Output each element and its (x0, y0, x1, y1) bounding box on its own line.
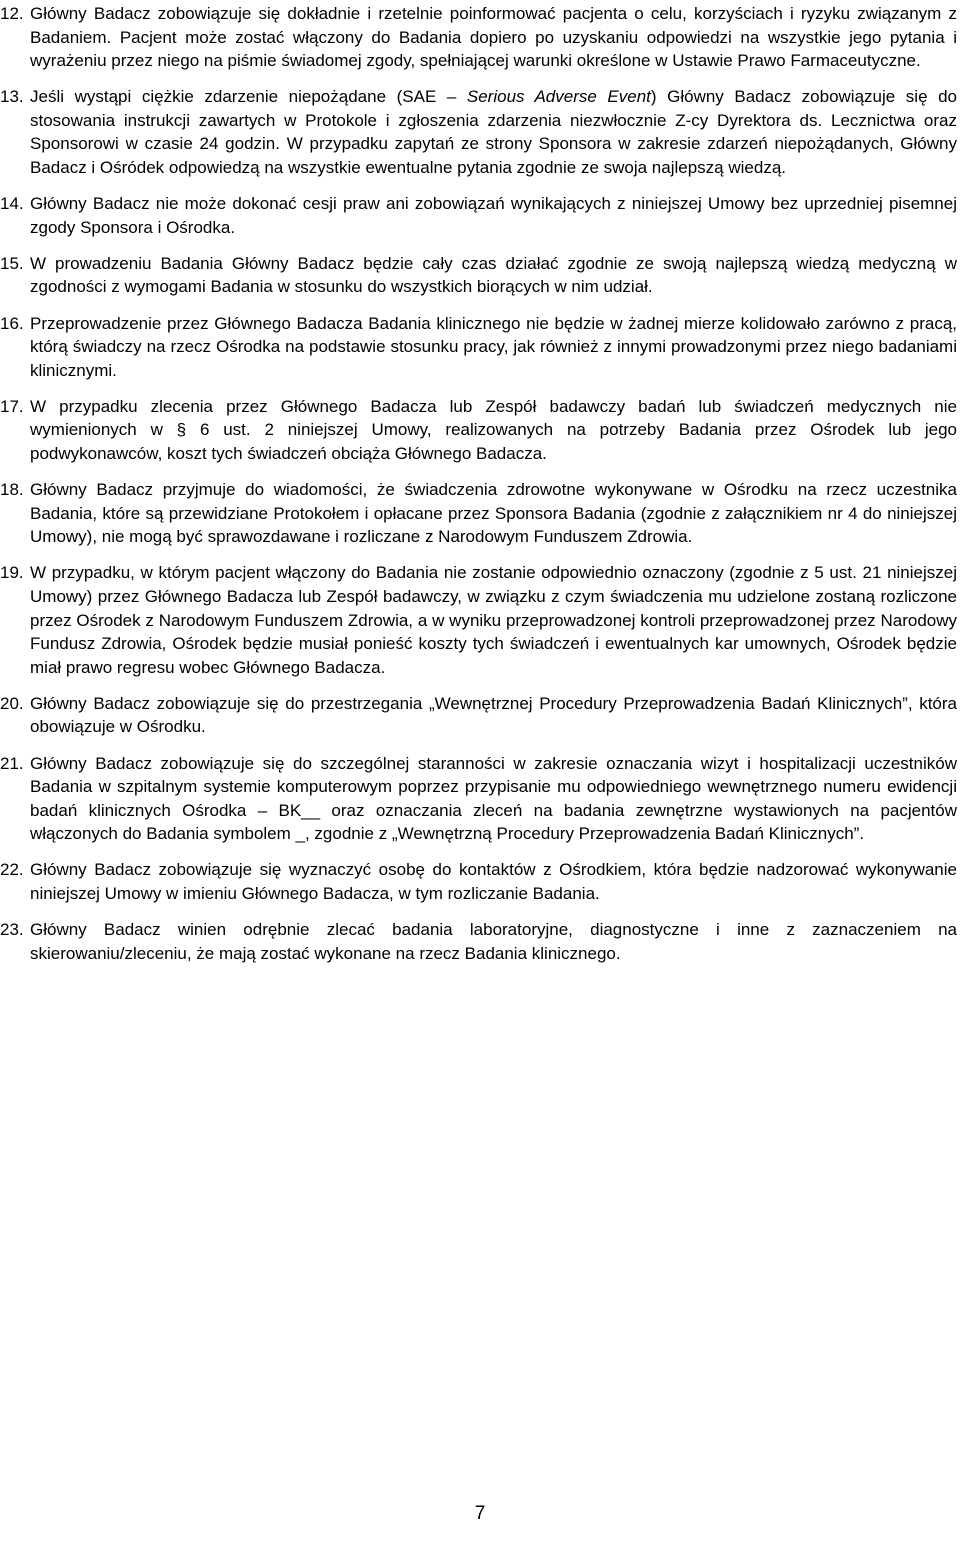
clause-text: Główny Badacz zobowiązuje się dokładnie i rzetelnie poinformować pacjenta o celu, korzyściach i ryzyku związanym z Badaniem. Pacjent może zostać włączony do Badania dopiero po uzyskaniu odpowiedzi na wszystkie jego pytania i wyrażeniu przez niego na piśmie świadomej zgody, spełniającej warunki określone w Ustawie Prawo Farmaceutyczne. (30, 4, 957, 71)
clause-text: W przypadku zlecenia przez Głównego Badacza lub Zespół badawczy badań lub świadczeń medycznych nie wymienionych w § 6 ust. 2 niniejszej Umowy, realizowanych na potrzeby Badania przez Ośrodek lub jego podwykonawców, koszt tych świadczeń obciąża Głównego Badacza. (30, 396, 957, 463)
clause-text: Przeprowadzenie przez Głównego Badacza Badania klinicznego nie będzie w żadnej mierze kolidowało zarówno z pracą, którą świadczy na rzecz Ośrodka na podstawie stosunku pracy, jak również z innymi prowadzonymi przez niego badaniami klinicznymi. (30, 313, 957, 380)
clause-number: 15. (0, 253, 24, 273)
clause-list (0, 2, 957, 978)
clause-17 (0, 395, 957, 466)
clause-number: 16. (0, 313, 24, 333)
clause-23 (0, 918, 957, 965)
clause-number: 20. (0, 693, 24, 713)
clause-text (30, 85, 957, 179)
clause-text-before: Jeśli wystąpi ciężkie zdarzenie niepożądane (SAE – (30, 87, 467, 107)
clause-number: 14. (0, 194, 24, 214)
clause-text: Główny Badacz winien odrębnie zlecać badania laboratoryjne, diagnostyczne i inne z zaznaczeniem na skierowaniu/zleceniu, że mają zostać wykonane na rzecz Badania klinicznego. (30, 920, 957, 963)
clause-19 (0, 561, 957, 679)
clause-text: Główny Badacz przyjmuje do wiadomości, że świadczenia zdrowotne wykonywane w Ośrodku na rzecz uczestnika Badania, które są przewidziane Protokołem i opłacane przez Sponsora Badania (zgodnie z załącznikiem nr 4 do niniejszej Umowy), nie mogą być sprawozdawane i rozliczane z Narodowym Funduszem Zdrowia. (30, 480, 957, 547)
clause-number: 17. (0, 396, 24, 416)
clause-21 (0, 752, 957, 846)
clause-22 (0, 858, 957, 905)
clause-text: Główny Badacz zobowiązuje się do przestrzegania „Wewnętrznej Procedury Przeprowadzenia Badań Klinicznych”, która obowiązuje w Ośrodku. (30, 693, 957, 737)
clause-15 (0, 252, 957, 299)
clause-text: Główny Badacz zobowiązuje się do szczególnej staranności w zakresie oznaczania wizyt i hospitalizacji uczestników Badania w szpitalnym systemie komputerowym poprzez przypisanie mu odpowiedniego wewnętrznego numeru ewidencji badań klinicznych Ośrodka – BK__ oraz oznaczania zleceń na badania zewnętrzne wystawionych na pacjentów włączonych do Badania symbolem _, zgodnie z „Wewnętrzną Procedury Przeprowadzenia Badań Klinicznych”. (30, 753, 957, 844)
clause-text: Główny Badacz nie może dokonać cesji praw ani zobowiązań wynikających z niniejszej Umowy bez uprzedniej pisemnej zgody Sponsora i Ośrodka. (30, 194, 957, 237)
clause-number: 13. (0, 87, 24, 107)
clause-number: 23. (0, 920, 24, 940)
clause-16 (0, 312, 957, 383)
clause-text: W prowadzeniu Badania Główny Badacz będzie cały czas działać zgodnie ze swoją najlepszą wiedzą medyczną w zgodności z wymogami Badania w stosunku do wszystkich biorących w nim udział. (30, 253, 957, 297)
clause-number: 18. (0, 480, 24, 500)
clause-text-italic: Serious Adverse Event (466, 87, 651, 107)
clause-number: 22. (0, 860, 24, 880)
clause-number: 21. (0, 753, 24, 773)
clause-text-after: ) Główny Badacz zobowiązuje się do stosowania instrukcji zawartych w Protokole i zgłoszenia zdarzenia niezwłocznie Z-cy Dyrektora ds. Lecznictwa oraz Sponsorowi w czasie 24 godzin. W przypadku zapytań ze strony Sponsora w zakresie zdarzeń niepożądanych, Główny Badacz i Ośródek odpowiedzą na wszystkie ewentualne pytania zgodnie ze swoja najlepszą wiedzą. (30, 87, 958, 178)
clause-14 (0, 192, 957, 239)
clause-13 (0, 85, 957, 179)
clause-18 (0, 478, 957, 549)
clause-number: 19. (0, 563, 24, 583)
clause-text: Główny Badacz zobowiązuje się wyznaczyć osobę do kontaktów z Ośrodkiem, która będzie nadzorować wykonywanie niniejszej Umowy w imieniu Głównego Badacza, w tym rozliczanie Badania. (30, 860, 957, 903)
clause-12 (0, 2, 957, 73)
page-number: 7 (474, 1503, 486, 1524)
clause-20 (0, 692, 957, 739)
clause-text: W przypadku, w którym pacjent włączony do Badania nie zostanie odpowiednio oznaczony (zgodnie z 5 ust. 21 niniejszej Umowy) przez Głównego Badacza lub Zespół badawczy, w związku z czym świadczenia mu udzielone zostaną rozliczone przez Ośrodek z Narodowym Funduszem Zdrowia, a w wyniku przeprowadzonej kontroli przeprowadzonej przez Narodowy Fundusz Zdrowia, Ośrodek będzie musiał ponieść koszty tych świadczeń i ewentualnych kar umownych, Ośrodek będzie miał prawo regresu wobec Głównego Badacza. (30, 563, 957, 677)
clause-number: 12. (0, 4, 24, 23)
